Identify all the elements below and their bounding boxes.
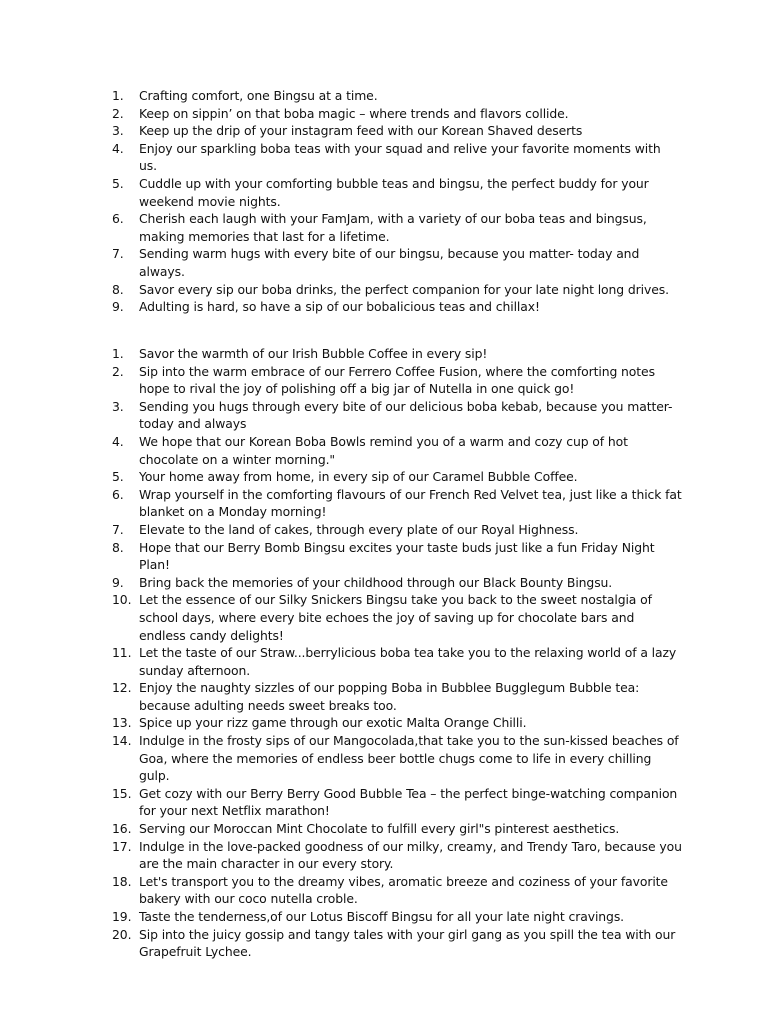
list-text: Crafting comfort, one Bingsu at a time. — [139, 88, 378, 103]
list-number: 7. — [112, 521, 124, 537]
list-item — [112, 87, 682, 105]
list-number: 10. — [112, 592, 132, 608]
list-text: Get cozy with our Berry Berry Good Bubble Tea – the perfect binge-watching companion for your next Netflix marathon! — [139, 785, 678, 819]
list-item — [112, 281, 682, 299]
list-text: Indulge in the frosty sips of our Mangocolada,that take you to the sun-kissed beaches of Goa, where the memories of endless beer bottle chugs come to life in every chilling gulp. — [139, 733, 679, 784]
list-number: 9. — [112, 299, 124, 315]
list-item — [112, 714, 682, 732]
list-text: Your home away from home, in every sip of our Caramel Bubble Coffee. — [139, 469, 578, 485]
list-item — [112, 486, 682, 521]
list-number: 8. — [112, 281, 124, 297]
list-number: 15. — [112, 785, 132, 801]
list-text: Enjoy the naughty sizzles of our popping Boba in Bubblee Bugglegum Bubble tea: because adulting needs sweet breaks too. — [139, 680, 640, 713]
list-item — [112, 838, 682, 873]
list-item — [112, 245, 682, 280]
list-text: Cuddle up with your comforting bubble teas and bingsu, the perfect buddy for your weekend movie nights. — [139, 175, 649, 209]
list-number: 5. — [112, 175, 124, 191]
list-number: 1. — [112, 346, 124, 361]
list-text: Let the taste of our Straw...berrylicious boba tea take you to the relaxing world of a lazy sunday afternoon. — [139, 645, 677, 678]
list-number: 3. — [112, 398, 124, 414]
list-text: Keep on sippin’ on that boba magic – where trends and flavors collide. — [139, 105, 569, 121]
list-text: Elevate to the land of cakes, through every plate of our Royal Highness. — [139, 521, 579, 537]
list-text: Savor every sip our boba drinks, the perfect companion for your late night long drives. — [139, 281, 669, 297]
taglines-list-products — [112, 345, 682, 961]
list-text: Enjoy our sparkling boba teas with your squad and relive your favorite moments with us. — [139, 140, 661, 174]
list-item — [112, 644, 682, 679]
list-number: 11. — [112, 645, 132, 661]
list-item — [112, 140, 682, 175]
list-number: 6. — [112, 211, 124, 227]
taglines-list-general — [112, 87, 682, 316]
list-number: 20. — [112, 926, 132, 942]
list-number: 3. — [112, 123, 124, 139]
list-text: Sip into the juicy gossip and tangy tales with your girl gang as you spill the tea with our Grapefruit Lychee. — [139, 926, 676, 960]
list-text: Indulge in the love-packed goodness of our milky, creamy, and Trendy Taro, because you are the main character in our every story. — [139, 838, 682, 872]
list-number: 18. — [112, 873, 132, 889]
list-text: Keep up the drip of your instagram feed with our Korean Shaved deserts — [139, 123, 583, 139]
list-text: Sending you hugs through every bite of our delicious boba kebab, because you matter- today and always — [139, 398, 673, 432]
list-text: Spice up your rizz game through our exotic Malta Orange Chilli. — [139, 715, 527, 731]
list-number: 19. — [112, 909, 132, 924]
list-number: 9. — [112, 574, 124, 590]
list-item — [112, 433, 682, 468]
list-text: Wrap yourself in the comforting flavours of our French Red Velvet tea, just like a thick fat blanket on a Monday morning! — [139, 486, 682, 520]
list-text: Hope that our Berry Bomb Bingsu excites your taste buds just like a fun Friday Night Plan! — [139, 539, 655, 573]
list-number: 13. — [112, 715, 132, 731]
list-item — [112, 591, 682, 644]
list-text: We hope that our Korean Boba Bowls remind you of a warm and cozy cup of hot chocolate on a winter morning." — [139, 433, 628, 467]
list-item — [112, 679, 682, 714]
list-item — [112, 398, 682, 433]
list-item — [112, 926, 682, 961]
list-number: 2. — [112, 363, 124, 379]
list-number: 5. — [112, 469, 124, 485]
list-number: 17. — [112, 838, 132, 854]
list-text: Serving our Moroccan Mint Chocolate to fulfill every girl"s pinterest aesthetics. — [139, 821, 620, 837]
list-number: 14. — [112, 733, 132, 749]
list-item — [112, 521, 682, 539]
list-number: 6. — [112, 486, 124, 502]
list-item — [112, 105, 682, 123]
list-text: Let the essence of our Silky Snickers Bingsu take you back to the sweet nostalgia of school days, where every bite echoes the joy of saving up for chocolate bars and endless candy delights! — [139, 592, 652, 643]
list-item — [112, 908, 682, 926]
list-number: 4. — [112, 433, 124, 449]
list-text: Sip into the warm embrace of our Ferrero Coffee Fusion, where the comforting notes hope to rival the joy of polishing off a big jar of Nutella in one quick go! — [139, 363, 655, 397]
list-text: Adulting is hard, so have a sip of our bobalicious teas and chillax! — [139, 299, 540, 315]
list-text: Bring back the memories of your childhood through our Black Bounty Bingsu. — [139, 574, 613, 590]
list-item — [112, 298, 682, 316]
list-item — [112, 873, 682, 908]
list-number: 12. — [112, 680, 132, 696]
list-item — [112, 785, 682, 820]
list-item — [112, 345, 682, 363]
list-text: Taste the tenderness,of our Lotus Biscoff Bingsu for all your late night cravings. — [139, 909, 625, 924]
list-number: 1. — [112, 88, 124, 103]
list-text: Sending warm hugs with every bite of our bingsu, because you matter- today and always. — [139, 246, 640, 279]
list-item — [112, 363, 682, 398]
list-item — [112, 820, 682, 838]
list-item — [112, 468, 682, 486]
list-number: 7. — [112, 246, 124, 262]
list-text: Let's transport you to the dreamy vibes, aromatic breeze and coziness of your favorite bakery with our coco nutella croble. — [139, 873, 668, 907]
list-number: 8. — [112, 539, 124, 555]
list-item — [112, 574, 682, 592]
list-item — [112, 539, 682, 574]
list-number: 2. — [112, 105, 124, 121]
list-item — [112, 122, 682, 140]
list-item — [112, 732, 682, 785]
list-number: 16. — [112, 821, 132, 837]
list-text: Cherish each laugh with your FamJam, with a variety of our boba teas and bingsus, making memories that last for a lifetime. — [139, 211, 647, 244]
list-item — [112, 210, 682, 245]
list-item — [112, 175, 682, 210]
list-text: Savor the warmth of our Irish Bubble Coffee in every sip! — [139, 346, 488, 361]
list-number: 4. — [112, 140, 124, 156]
